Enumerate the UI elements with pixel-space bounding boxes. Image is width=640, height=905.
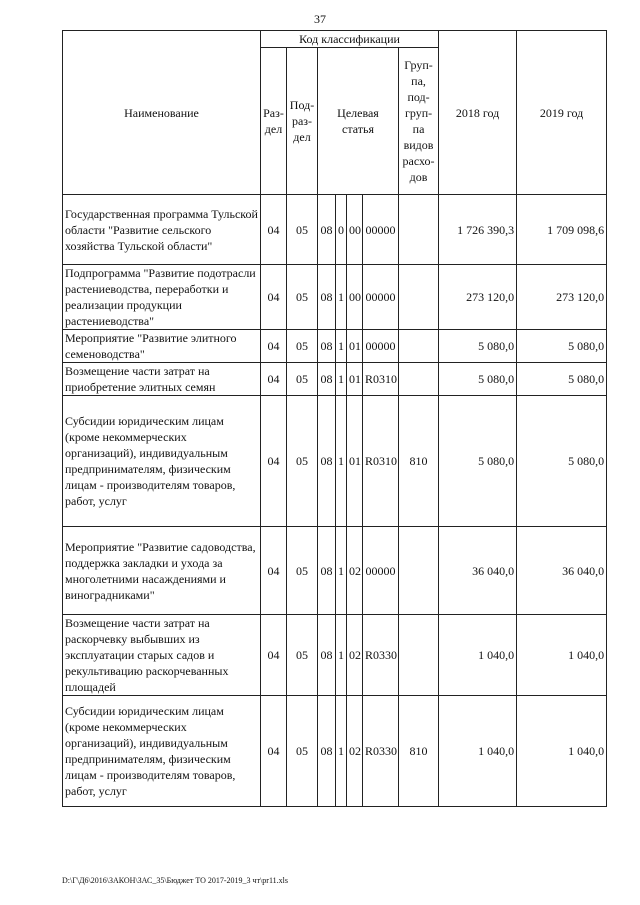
cell-cs1: 08: [318, 396, 336, 527]
table-row: [63, 195, 607, 265]
cell-name: Мероприятие "Развитие элитного семеноводства": [63, 330, 261, 363]
cell-cs4: 00000: [363, 265, 399, 330]
cell-cs4: 00000: [363, 527, 399, 615]
cell-name: Подпрограмма "Развитие подотрасли растениеводства, переработки и реализации продукции растениеводства": [63, 265, 261, 330]
cell-cs1: 08: [318, 363, 336, 396]
cell-cs4: R0310: [363, 396, 399, 527]
header-2018: 2018 год: [439, 31, 517, 195]
cell-cs3: 00: [347, 195, 363, 265]
cell-razdel: 04: [261, 696, 287, 807]
cell-y2018: 5 080,0: [439, 330, 517, 363]
header-name: Наименование: [63, 31, 261, 195]
cell-cs4: R0310: [363, 363, 399, 396]
table-row: [63, 363, 607, 396]
cell-y2018: 1 040,0: [439, 696, 517, 807]
cell-name: Возмещение части затрат на раскорчевку выбывших из эксплуатации старых садов и рекультивацию раскорчеванных площадей: [63, 615, 261, 696]
cell-cs2: 1: [336, 615, 347, 696]
header-row-1: [63, 31, 607, 48]
cell-cs1: 08: [318, 330, 336, 363]
cell-cs4: 00000: [363, 195, 399, 265]
cell-podrazdel: 05: [287, 330, 318, 363]
cell-y2018: 1 726 390,3: [439, 195, 517, 265]
cell-cs2: 1: [336, 396, 347, 527]
table-row: [63, 527, 607, 615]
header-classification: Код классификации: [261, 31, 439, 48]
cell-razdel: 04: [261, 527, 287, 615]
table-row: [63, 615, 607, 696]
cell-y2018: 1 040,0: [439, 615, 517, 696]
cell-cs3: 02: [347, 696, 363, 807]
cell-y2018: 36 040,0: [439, 527, 517, 615]
cell-podrazdel: 05: [287, 195, 318, 265]
cell-y2019: 1 040,0: [517, 696, 607, 807]
cell-razdel: 04: [261, 265, 287, 330]
cell-cs1: 08: [318, 195, 336, 265]
cell-cs2: 1: [336, 363, 347, 396]
cell-y2019: 1 040,0: [517, 615, 607, 696]
cell-cs3: 02: [347, 527, 363, 615]
header-section: Раз-дел: [261, 48, 287, 195]
cell-group: 810: [399, 396, 439, 527]
cell-razdel: 04: [261, 330, 287, 363]
header-target-item: Целевая статья: [318, 48, 399, 195]
cell-cs3: 01: [347, 396, 363, 527]
cell-cs4: R0330: [363, 615, 399, 696]
cell-group: [399, 363, 439, 396]
cell-group: [399, 527, 439, 615]
cell-podrazdel: 05: [287, 265, 318, 330]
cell-razdel: 04: [261, 615, 287, 696]
cell-y2019: 36 040,0: [517, 527, 607, 615]
table-row: [63, 396, 607, 527]
cell-razdel: 04: [261, 396, 287, 527]
cell-podrazdel: 05: [287, 696, 318, 807]
cell-group: [399, 615, 439, 696]
table-row: [63, 330, 607, 363]
cell-podrazdel: 05: [287, 396, 318, 527]
cell-cs1: 08: [318, 265, 336, 330]
table-row: [63, 265, 607, 330]
cell-group: [399, 330, 439, 363]
cell-cs3: 00: [347, 265, 363, 330]
cell-name: Мероприятие "Развитие садоводства, поддержка закладки и ухода за многолетними насаждениями и виноградниками": [63, 527, 261, 615]
cell-y2018: 5 080,0: [439, 396, 517, 527]
cell-cs2: 1: [336, 696, 347, 807]
header-subsection: Под-раз-дел: [287, 48, 318, 195]
table-row: [63, 696, 607, 807]
cell-cs3: 01: [347, 363, 363, 396]
cell-cs2: 1: [336, 330, 347, 363]
cell-name: Возмещение части затрат на приобретение элитных семян: [63, 363, 261, 396]
cell-name: Субсидии юридическим лицам (кроме некоммерческих организаций), индивидуальным предпринимателям, физическим лицам - производителям товаров, работ, услуг: [63, 396, 261, 527]
cell-y2019: 5 080,0: [517, 396, 607, 527]
file-path-footer: D:\Г\Д6\2016\ЗАКОН\ЗАС_35\Бюджет ТО 2017-2019_3 чт\pr11.xls: [62, 876, 288, 885]
cell-y2018: 5 080,0: [439, 363, 517, 396]
cell-razdel: 04: [261, 195, 287, 265]
cell-cs2: 0: [336, 195, 347, 265]
header-2019: 2019 год: [517, 31, 607, 195]
cell-podrazdel: 05: [287, 527, 318, 615]
cell-cs2: 1: [336, 527, 347, 615]
cell-cs1: 08: [318, 527, 336, 615]
cell-group: [399, 195, 439, 265]
cell-podrazdel: 05: [287, 363, 318, 396]
cell-y2018: 273 120,0: [439, 265, 517, 330]
cell-y2019: 273 120,0: [517, 265, 607, 330]
cell-group: [399, 265, 439, 330]
cell-name: Субсидии юридическим лицам (кроме некоммерческих организаций), индивидуальным предпринимателям, физическим лицам - производителям товаров, работ, услуг: [63, 696, 261, 807]
header-group: Груп-па, под-груп-па видов расхо-дов: [399, 48, 439, 195]
cell-name: Государственная программа Тульской области "Развитие сельского хозяйства Тульской области": [63, 195, 261, 265]
cell-cs1: 08: [318, 615, 336, 696]
cell-cs3: 02: [347, 615, 363, 696]
cell-razdel: 04: [261, 363, 287, 396]
cell-y2019: 5 080,0: [517, 363, 607, 396]
budget-table: [62, 30, 607, 807]
cell-y2019: 1 709 098,6: [517, 195, 607, 265]
cell-group: 810: [399, 696, 439, 807]
cell-cs4: 00000: [363, 330, 399, 363]
page-number: 37: [314, 12, 326, 26]
cell-y2019: 5 080,0: [517, 330, 607, 363]
cell-cs1: 08: [318, 696, 336, 807]
cell-cs2: 1: [336, 265, 347, 330]
cell-cs3: 01: [347, 330, 363, 363]
cell-cs4: R0330: [363, 696, 399, 807]
cell-podrazdel: 05: [287, 615, 318, 696]
